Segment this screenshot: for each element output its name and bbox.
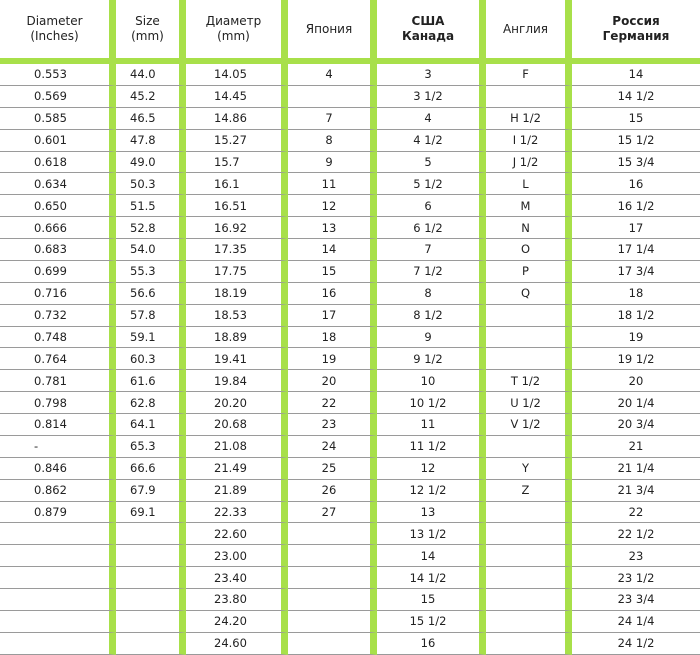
table-row <box>0 567 700 589</box>
header-size-mm: Size (mm) <box>116 0 186 64</box>
cell-usa-canada: 13 <box>377 502 486 524</box>
cell-russia-germany: 16 1/2 <box>572 195 700 217</box>
cell-usa-canada: 6 <box>377 195 486 217</box>
cell-usa-canada: 3 <box>377 64 486 86</box>
cell-usa-canada: 7 1/2 <box>377 261 486 283</box>
cell-size-mm <box>116 567 186 589</box>
table-row <box>0 414 700 436</box>
cell-england <box>486 305 572 327</box>
cell-diameter-mm: 15.27 <box>186 130 288 152</box>
cell-russia-germany: 21 1/4 <box>572 458 700 480</box>
cell-diameter-inches: 0.879 <box>0 502 116 524</box>
cell-russia-germany: 24 1/4 <box>572 611 700 633</box>
cell-size-mm: 55.3 <box>116 261 186 283</box>
cell-usa-canada: 8 1/2 <box>377 305 486 327</box>
cell-diameter-mm: 19.84 <box>186 370 288 392</box>
cell-diameter-mm: 17.75 <box>186 261 288 283</box>
table-row <box>0 589 700 611</box>
cell-russia-germany: 17 <box>572 217 700 239</box>
table-row <box>0 502 700 524</box>
cell-usa-canada: 9 <box>377 327 486 349</box>
cell-england: T 1/2 <box>486 370 572 392</box>
cell-japan: 18 <box>288 327 377 349</box>
table-row <box>0 217 700 239</box>
cell-japan <box>288 567 377 589</box>
cell-diameter-inches <box>0 545 116 567</box>
cell-diameter-mm: 21.08 <box>186 436 288 458</box>
cell-diameter-mm: 18.53 <box>186 305 288 327</box>
cell-size-mm: 47.8 <box>116 130 186 152</box>
cell-size-mm: 61.6 <box>116 370 186 392</box>
table-row <box>0 523 700 545</box>
cell-japan: 9 <box>288 152 377 174</box>
cell-diameter-inches: 0.699 <box>0 261 116 283</box>
cell-japan <box>288 523 377 545</box>
cell-russia-germany: 20 <box>572 370 700 392</box>
cell-usa-canada: 12 <box>377 458 486 480</box>
cell-russia-germany: 18 1/2 <box>572 305 700 327</box>
cell-size-mm <box>116 589 186 611</box>
cell-russia-germany: 20 1/4 <box>572 392 700 414</box>
cell-russia-germany: 23 <box>572 545 700 567</box>
cell-usa-canada: 5 <box>377 152 486 174</box>
cell-size-mm: 49.0 <box>116 152 186 174</box>
cell-usa-canada: 8 <box>377 283 486 305</box>
cell-usa-canada: 6 1/2 <box>377 217 486 239</box>
table-row <box>0 305 700 327</box>
header-japan: Япония <box>288 0 377 64</box>
table-row <box>0 611 700 633</box>
cell-diameter-mm: 24.60 <box>186 633 288 655</box>
table-row <box>0 86 700 108</box>
table-row <box>0 152 700 174</box>
cell-russia-germany: 24 1/2 <box>572 633 700 655</box>
cell-diameter-inches: 0.862 <box>0 480 116 502</box>
cell-russia-germany: 22 <box>572 502 700 524</box>
cell-england: Y <box>486 458 572 480</box>
header-diameter-mm-ru: Диаметр (mm) <box>186 0 288 64</box>
cell-size-mm <box>116 633 186 655</box>
cell-diameter-mm: 17.35 <box>186 239 288 261</box>
cell-diameter-mm: 16.51 <box>186 195 288 217</box>
table-row <box>0 64 700 86</box>
cell-diameter-inches <box>0 523 116 545</box>
table-row <box>0 130 700 152</box>
cell-diameter-mm: 18.19 <box>186 283 288 305</box>
cell-diameter-inches: - <box>0 436 116 458</box>
cell-diameter-mm: 14.45 <box>186 86 288 108</box>
cell-japan: 27 <box>288 502 377 524</box>
cell-diameter-mm: 16.1 <box>186 173 288 195</box>
cell-england <box>486 545 572 567</box>
cell-diameter-inches: 0.650 <box>0 195 116 217</box>
cell-england <box>486 348 572 370</box>
cell-england: N <box>486 217 572 239</box>
cell-diameter-inches: 0.569 <box>0 86 116 108</box>
table-row <box>0 370 700 392</box>
table-row <box>0 195 700 217</box>
table-row <box>0 108 700 130</box>
cell-england <box>486 611 572 633</box>
cell-japan: 23 <box>288 414 377 436</box>
cell-japan: 20 <box>288 370 377 392</box>
cell-japan <box>288 86 377 108</box>
cell-diameter-mm: 20.68 <box>186 414 288 436</box>
cell-england <box>486 567 572 589</box>
cell-diameter-inches: 0.732 <box>0 305 116 327</box>
table-row <box>0 480 700 502</box>
cell-england <box>486 502 572 524</box>
cell-russia-germany: 15 <box>572 108 700 130</box>
cell-diameter-inches: 0.846 <box>0 458 116 480</box>
cell-japan: 8 <box>288 130 377 152</box>
table-row <box>0 392 700 414</box>
cell-size-mm: 51.5 <box>116 195 186 217</box>
cell-diameter-mm: 14.86 <box>186 108 288 130</box>
cell-england: Q <box>486 283 572 305</box>
cell-usa-canada: 11 <box>377 414 486 436</box>
cell-russia-germany: 16 <box>572 173 700 195</box>
cell-diameter-inches: 0.618 <box>0 152 116 174</box>
cell-usa-canada: 14 <box>377 545 486 567</box>
cell-england: V 1/2 <box>486 414 572 436</box>
cell-size-mm: 54.0 <box>116 239 186 261</box>
cell-size-mm: 46.5 <box>116 108 186 130</box>
cell-usa-canada: 4 <box>377 108 486 130</box>
cell-diameter-mm: 15.7 <box>186 152 288 174</box>
cell-england: H 1/2 <box>486 108 572 130</box>
cell-size-mm: 56.6 <box>116 283 186 305</box>
cell-usa-canada: 15 1/2 <box>377 611 486 633</box>
cell-diameter-mm: 22.33 <box>186 502 288 524</box>
cell-russia-germany: 14 <box>572 64 700 86</box>
cell-england: J 1/2 <box>486 152 572 174</box>
table-row <box>0 436 700 458</box>
cell-usa-canada: 4 1/2 <box>377 130 486 152</box>
cell-england <box>486 436 572 458</box>
cell-japan: 17 <box>288 305 377 327</box>
cell-size-mm <box>116 523 186 545</box>
cell-diameter-inches: 0.748 <box>0 327 116 349</box>
cell-diameter-inches: 0.798 <box>0 392 116 414</box>
cell-japan: 26 <box>288 480 377 502</box>
cell-diameter-inches <box>0 567 116 589</box>
cell-size-mm: 60.3 <box>116 348 186 370</box>
table-row <box>0 348 700 370</box>
cell-diameter-mm: 20.20 <box>186 392 288 414</box>
cell-diameter-mm: 23.40 <box>186 567 288 589</box>
cell-russia-germany: 21 <box>572 436 700 458</box>
cell-usa-canada: 10 <box>377 370 486 392</box>
cell-japan: 7 <box>288 108 377 130</box>
cell-england: I 1/2 <box>486 130 572 152</box>
cell-japan: 11 <box>288 173 377 195</box>
cell-size-mm: 45.2 <box>116 86 186 108</box>
cell-russia-germany: 18 <box>572 283 700 305</box>
cell-japan: 14 <box>288 239 377 261</box>
cell-usa-canada: 13 1/2 <box>377 523 486 545</box>
cell-usa-canada: 14 1/2 <box>377 567 486 589</box>
cell-england <box>486 633 572 655</box>
cell-size-mm: 52.8 <box>116 217 186 239</box>
cell-russia-germany: 19 <box>572 327 700 349</box>
cell-diameter-inches <box>0 633 116 655</box>
cell-usa-canada: 11 1/2 <box>377 436 486 458</box>
cell-usa-canada: 7 <box>377 239 486 261</box>
cell-russia-germany: 23 3/4 <box>572 589 700 611</box>
cell-japan: 25 <box>288 458 377 480</box>
cell-usa-canada: 9 1/2 <box>377 348 486 370</box>
cell-england <box>486 589 572 611</box>
cell-russia-germany: 17 1/4 <box>572 239 700 261</box>
cell-england <box>486 523 572 545</box>
cell-size-mm: 50.3 <box>116 173 186 195</box>
cell-diameter-inches: 0.716 <box>0 283 116 305</box>
cell-japan: 12 <box>288 195 377 217</box>
cell-japan <box>288 633 377 655</box>
cell-russia-germany: 15 1/2 <box>572 130 700 152</box>
cell-england: U 1/2 <box>486 392 572 414</box>
cell-diameter-inches: 0.601 <box>0 130 116 152</box>
cell-size-mm: 66.6 <box>116 458 186 480</box>
cell-diameter-inches: 0.553 <box>0 64 116 86</box>
cell-diameter-inches <box>0 611 116 633</box>
cell-size-mm: 64.1 <box>116 414 186 436</box>
cell-size-mm: 57.8 <box>116 305 186 327</box>
cell-diameter-mm: 18.89 <box>186 327 288 349</box>
cell-japan: 22 <box>288 392 377 414</box>
cell-diameter-mm: 23.80 <box>186 589 288 611</box>
header-diameter-inches: Diameter (Inches) <box>0 0 116 64</box>
table-row <box>0 261 700 283</box>
cell-japan <box>288 611 377 633</box>
header-russia-germany: Россия Германия <box>572 0 700 64</box>
table-body <box>0 64 700 655</box>
cell-size-mm: 67.9 <box>116 480 186 502</box>
cell-size-mm: 59.1 <box>116 327 186 349</box>
cell-diameter-inches: 0.634 <box>0 173 116 195</box>
cell-russia-germany: 15 3/4 <box>572 152 700 174</box>
cell-diameter-mm: 21.49 <box>186 458 288 480</box>
cell-russia-germany: 19 1/2 <box>572 348 700 370</box>
cell-usa-canada: 15 <box>377 589 486 611</box>
cell-russia-germany: 20 3/4 <box>572 414 700 436</box>
cell-diameter-mm: 24.20 <box>186 611 288 633</box>
cell-england <box>486 327 572 349</box>
cell-england: L <box>486 173 572 195</box>
cell-england: O <box>486 239 572 261</box>
cell-diameter-inches: 0.585 <box>0 108 116 130</box>
cell-england: F <box>486 64 572 86</box>
cell-usa-canada: 3 1/2 <box>377 86 486 108</box>
header-england: Англия <box>486 0 572 64</box>
cell-size-mm: 65.3 <box>116 436 186 458</box>
cell-diameter-mm: 14.05 <box>186 64 288 86</box>
cell-japan: 15 <box>288 261 377 283</box>
cell-japan: 16 <box>288 283 377 305</box>
cell-japan: 24 <box>288 436 377 458</box>
cell-size-mm <box>116 611 186 633</box>
cell-russia-germany: 23 1/2 <box>572 567 700 589</box>
cell-diameter-inches <box>0 589 116 611</box>
cell-japan <box>288 545 377 567</box>
cell-diameter-inches: 0.764 <box>0 348 116 370</box>
table-row <box>0 173 700 195</box>
cell-diameter-mm: 21.89 <box>186 480 288 502</box>
header-usa-canada: США Канада <box>377 0 486 64</box>
cell-russia-germany: 21 3/4 <box>572 480 700 502</box>
table-row <box>0 283 700 305</box>
table-row <box>0 327 700 349</box>
cell-diameter-inches: 0.666 <box>0 217 116 239</box>
cell-japan <box>288 589 377 611</box>
cell-england: Z <box>486 480 572 502</box>
table-row <box>0 633 700 655</box>
cell-diameter-mm: 19.41 <box>186 348 288 370</box>
cell-england: M <box>486 195 572 217</box>
cell-size-mm: 62.8 <box>116 392 186 414</box>
cell-russia-germany: 22 1/2 <box>572 523 700 545</box>
cell-usa-canada: 10 1/2 <box>377 392 486 414</box>
table-row <box>0 458 700 480</box>
cell-russia-germany: 17 3/4 <box>572 261 700 283</box>
table-row <box>0 545 700 567</box>
cell-size-mm: 69.1 <box>116 502 186 524</box>
cell-diameter-mm: 16.92 <box>186 217 288 239</box>
cell-size-mm: 44.0 <box>116 64 186 86</box>
cell-diameter-mm: 23.00 <box>186 545 288 567</box>
cell-japan: 13 <box>288 217 377 239</box>
cell-usa-canada: 5 1/2 <box>377 173 486 195</box>
cell-japan: 19 <box>288 348 377 370</box>
cell-usa-canada: 12 1/2 <box>377 480 486 502</box>
cell-england <box>486 86 572 108</box>
cell-diameter-inches: 0.683 <box>0 239 116 261</box>
cell-diameter-inches: 0.781 <box>0 370 116 392</box>
cell-diameter-mm: 22.60 <box>186 523 288 545</box>
cell-size-mm <box>116 545 186 567</box>
table-row <box>0 239 700 261</box>
cell-usa-canada: 16 <box>377 633 486 655</box>
cell-russia-germany: 14 1/2 <box>572 86 700 108</box>
cell-japan: 4 <box>288 64 377 86</box>
cell-diameter-inches: 0.814 <box>0 414 116 436</box>
header-row <box>0 0 700 64</box>
cell-england: P <box>486 261 572 283</box>
